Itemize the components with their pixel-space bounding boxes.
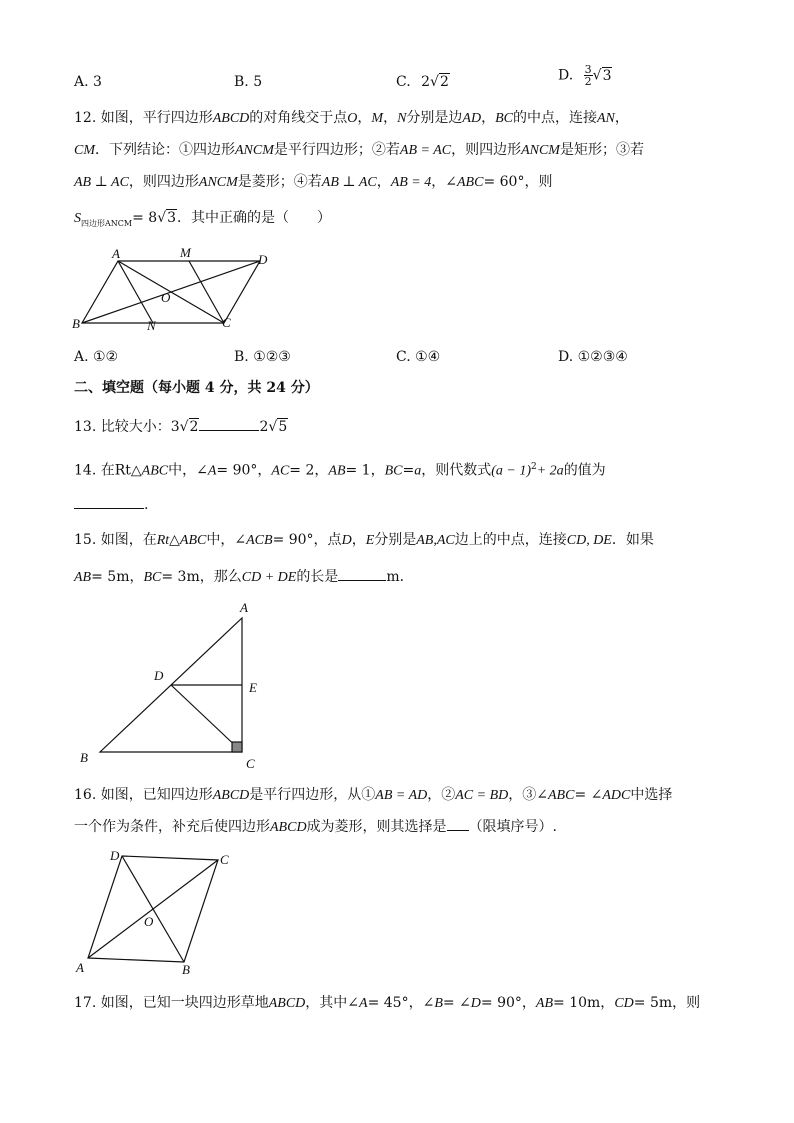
q11-option-c-coef: 2 bbox=[421, 74, 431, 90]
q12-option-b: B. ①②③ bbox=[234, 349, 291, 365]
q11-option-d-fraction: $\frac{3}{2}$ bbox=[584, 63, 592, 88]
q12-option-a: A. ①② bbox=[74, 349, 119, 365]
label-A: A bbox=[240, 600, 248, 615]
q11-option-d bbox=[558, 64, 612, 87]
q14-line: 14. 在Rt△ABC中，∠A= 90°，AC= 2，AB= 1，BC=a，则代数式$(a - 1)^2+ 2a$的值为 bbox=[74, 462, 606, 479]
label-C: C bbox=[220, 852, 229, 867]
label-B: B bbox=[72, 316, 80, 331]
q12-option-d: D. ①②③④ bbox=[558, 349, 628, 365]
sqrt-icon: √ bbox=[592, 67, 602, 84]
label-N: N bbox=[147, 318, 156, 333]
q15-right-triangle-figure bbox=[74, 598, 274, 773]
sqrt-icon: √ bbox=[157, 210, 167, 226]
q14-answer-blank bbox=[74, 494, 144, 509]
q11-option-b: B. 5 bbox=[234, 74, 263, 90]
q11-option-c bbox=[396, 72, 450, 92]
q12-line-4: $S_{四边形ANCM}= 8√3$．其中正确的是（ ） bbox=[74, 210, 332, 228]
q15-answer-blank bbox=[338, 566, 386, 581]
label-D: D bbox=[154, 668, 164, 683]
section-heading: 二、填空题（每小题 4 分，共 24 分） bbox=[74, 380, 319, 396]
label-M: M bbox=[180, 245, 191, 260]
q12-option-c: C. ①④ bbox=[396, 349, 441, 365]
label-B: B bbox=[182, 962, 190, 977]
sqrt-icon: √ bbox=[430, 74, 439, 90]
q11-option-a: A. 3 bbox=[74, 74, 102, 90]
label-C: C bbox=[246, 756, 255, 771]
q15-line-1: 15. 如图，在Rt△ABC中，∠ACB= 90°，点D，E分别是AB,AC边上的中点，连接CD, DE．如果 bbox=[74, 532, 654, 548]
label-O: O bbox=[161, 290, 171, 305]
label-B: B bbox=[80, 750, 88, 765]
q16-line-1: 16. 如图，已知四边形ABCD是平行四边形，从①AB = AD，②AC = BD，③∠ABC= ∠ADC中选择 bbox=[74, 787, 673, 803]
q11-option-c-radicand: 2 bbox=[439, 74, 449, 90]
q16-answer-blank bbox=[447, 816, 469, 831]
label-D: D bbox=[110, 848, 120, 863]
label-D: D bbox=[258, 252, 268, 267]
q15-line-2: AB= 5m，BC= 3m，那么CD + DE的长是 m． bbox=[74, 566, 414, 588]
q14-answer-line: . bbox=[74, 494, 148, 515]
q12-parallelogram-figure bbox=[70, 244, 270, 334]
q12-line-2: CM．下列结论：①四边形ANCM是平行四边形；②若AB = AC，则四边形ANCM是矩形；③若 bbox=[74, 142, 644, 158]
q13-answer-blank bbox=[199, 416, 259, 431]
q12-line-1: 12. 如图，平行四边形ABCD的对角线交于点O，M，N分别是边AD，BC的中点，连接AN， bbox=[74, 110, 629, 126]
q16-rhombus-figure bbox=[72, 848, 242, 978]
q13-line: 13. 比较大小：3√2 2√5 bbox=[74, 416, 288, 437]
label-C: C bbox=[222, 315, 231, 330]
label-E: E bbox=[249, 680, 257, 695]
q11-option-d-radicand: 3 bbox=[602, 67, 612, 84]
q16-line-2: 一个作为条件，补充后使四边形ABCD成为菱形，则其选择是 （限填序号）. bbox=[74, 816, 557, 838]
q12-line-3: AB ⊥ AC，则四边形ANCM是菱形；④若AB ⊥ AC，AB = 4，∠ABC= 60°，则 bbox=[74, 174, 553, 190]
q17-line-1: 17. 如图，已知一块四边形草地ABCD，其中∠A= 45°，∠B= ∠D= 90°，AB= 10m，CD= 5m，则 bbox=[74, 995, 701, 1011]
label-A: A bbox=[112, 246, 120, 261]
q11-option-d-label: D. bbox=[558, 67, 574, 84]
label-A: A bbox=[76, 960, 84, 975]
q11-option-c-label: C. bbox=[396, 74, 411, 90]
label-O: O bbox=[144, 914, 154, 929]
